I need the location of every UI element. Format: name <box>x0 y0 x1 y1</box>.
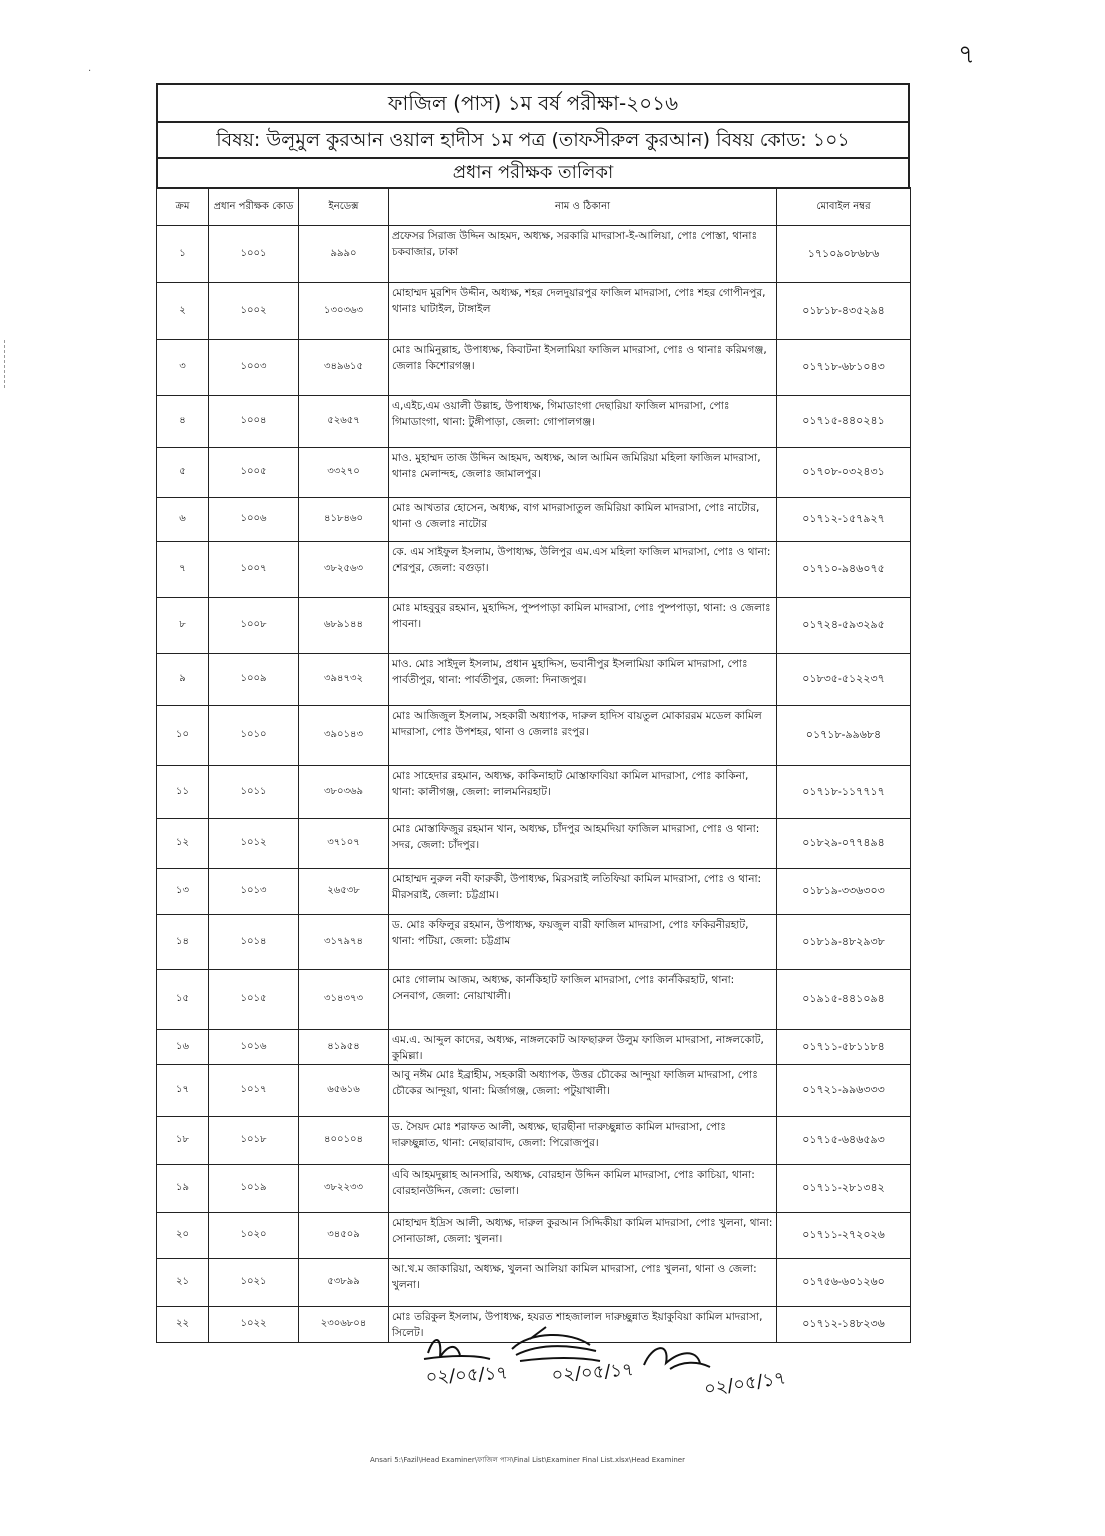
row-index: ৩১৭৯৭৪ <box>299 915 389 970</box>
row-serial: ২ <box>157 283 209 340</box>
row-mobile: ০১৭১১-২৭২০২৬ <box>777 1213 911 1259</box>
row-name-address: মোঃ আখতার হোসেন, অধ্যক্ষ, বাগ মাদরাসাতুল জমিরিয়া কামিল মাদরাসা, পোঃ নাটোর, থানা ও জেলাঃ নাটোর <box>389 498 777 542</box>
row-name-address: মোঃ সাহেদার রহমান, অধ্যক্ষ, কাকিনাহাট মোস্তাফাবিয়া কামিল মাদরাসা, পোঃ কাকিনা, থানা: কালীগঞ্জ, জেলা: লালমনিরহাট। <box>389 766 777 819</box>
table-row <box>157 819 911 869</box>
table-row <box>157 1165 911 1213</box>
row-mobile: ০১৭৫৬-৬০১২৬০ <box>777 1259 911 1307</box>
row-index: ৩৯৪৭৩২ <box>299 654 389 706</box>
row-name-address: মাও. মোঃ সাইদুল ইসলাম, প্রধান মুহাদ্দিস, ভবানীপুর ইসলামিয়া কামিল মাদরাসা, পোঃ পার্বতীপুর, থানা: পার্বতীপুর, জেলা: দিনাজপুর। <box>389 654 777 706</box>
examiner-table <box>156 187 911 1343</box>
col-name-address: নাম ও ঠিকানা <box>389 188 777 226</box>
row-code: ১০০৩ <box>209 340 299 396</box>
speck: · <box>88 66 92 77</box>
row-index: ১৩০৩৬৩ <box>299 283 389 340</box>
row-serial: ১৯ <box>157 1165 209 1213</box>
row-index: ৩৮০৩৬৯ <box>299 766 389 819</box>
row-serial: ১৭ <box>157 1065 209 1117</box>
row-name-address: আ.খ.ম জাকারিয়া, অধ্যক্ষ, খুলনা আলিয়া কামিল মাদরাসা, পোঃ খুলনা, থানা ও জেলা: খুলনা। <box>389 1259 777 1307</box>
row-mobile: ০১৭১৮-৬৮১০৪৩ <box>777 340 911 396</box>
row-serial: ৪ <box>157 396 209 448</box>
row-serial: ১৪ <box>157 915 209 970</box>
row-mobile: ০১৮১৮-৪৩৫২৯৪ <box>777 283 911 340</box>
row-name-address: ড. সৈয়দ মোঃ শরাফত আলী, অধ্যক্ষ, ছারছীনা দারুচ্ছুন্নাত কামিল মাদরাসা, পোঃ দারুচ্ছুন্নাত, থানা: নেছারাবাদ, জেলা: পিরোজপুর। <box>389 1117 777 1165</box>
row-name-address: মোঃ আজিজুল ইসলাম, সহকারী অধ্যাপক, দারুল হাদিস বায়তুল মোকাররম মডেল কামিল মাদরাসা, পোঃ উপশহর, থানা ও জেলাঃ রংপুর। <box>389 706 777 766</box>
row-serial: ৭ <box>157 542 209 598</box>
row-name-address: মোঃ আমিনুল্লাহ, উপাধ্যক্ষ, কিবাটনা ইসলামিয়া ফাজিল মাদরাসা, পোঃ ও থানাঃ করিমগঞ্জ, জেলাঃ কিশোরগঞ্জ। <box>389 340 777 396</box>
row-serial: ৮ <box>157 598 209 654</box>
row-mobile: ০১৮১৯-৪৮২৯৩৮ <box>777 915 911 970</box>
row-name-address: প্রফেসর সিরাজ উদ্দিন আহমদ, অধ্যক্ষ, সরকারি মাদরাসা-ই-আলিয়া, পোঃ পোস্তা, থানাঃ চকবাজার, ঢাকা <box>389 226 777 283</box>
row-mobile: ০১৭১৫-৬৪৬৫৯৩ <box>777 1117 911 1165</box>
row-index: ২৬৫৩৮ <box>299 869 389 915</box>
row-index: ৯৯৯০ <box>299 226 389 283</box>
row-serial: ১০ <box>157 706 209 766</box>
table-row <box>157 706 911 766</box>
row-index: ৩৯০১৪৩ <box>299 706 389 766</box>
sign-date-2: ০২/০৫/১৭ <box>550 1359 635 1386</box>
row-code: ১০০১ <box>209 226 299 283</box>
row-code: ১০০৭ <box>209 542 299 598</box>
table-row <box>157 766 911 819</box>
table-row <box>157 1030 911 1065</box>
row-code: ১০২০ <box>209 1213 299 1259</box>
table-row <box>157 448 911 498</box>
row-index: ৬৫৬১৬ <box>299 1065 389 1117</box>
row-code: ১০১৪ <box>209 915 299 970</box>
row-index: ৫৩৮৯৯ <box>299 1259 389 1307</box>
row-mobile: ০১৭১৮-৯৯৬৮৪ <box>777 706 911 766</box>
row-serial: ১৮ <box>157 1117 209 1165</box>
row-serial: ২২ <box>157 1307 209 1343</box>
row-serial: ৯ <box>157 654 209 706</box>
signature-3 <box>644 1348 710 1369</box>
row-code: ১০১২ <box>209 819 299 869</box>
row-name-address: মোঃ গোলাম আজম, অধ্যক্ষ, কার্নকিহাট ফাজিল মাদরাসা, পোঃ কার্নকিরহাট, থানা: সেনবাগ, জেলা: নোয়াখালী। <box>389 970 777 1030</box>
signatures <box>420 1325 820 1415</box>
row-code: ১০১৫ <box>209 970 299 1030</box>
row-mobile: ০১৮৩৫-৫১২২৩৭ <box>777 654 911 706</box>
signature-1 <box>424 1340 490 1359</box>
row-code: ১০১৯ <box>209 1165 299 1213</box>
table-header-row <box>157 188 911 226</box>
table-row <box>157 598 911 654</box>
row-index: ৩৩২৭০ <box>299 448 389 498</box>
row-name-address: মোহাম্মদ ইদ্রিস আলী, অধ্যক্ষ, দারুল কুরআন সিদ্দিকীয়া কামিল মাদরাসা, পোঃ খুলনা, থানা: সোনাডাঙ্গা, জেলা: খুলনা। <box>389 1213 777 1259</box>
row-code: ১০১৮ <box>209 1117 299 1165</box>
row-code: ১০২১ <box>209 1259 299 1307</box>
row-index: ৩১৪৩৭৩ <box>299 970 389 1030</box>
margin-mark <box>4 340 6 388</box>
row-serial: ৩ <box>157 340 209 396</box>
table-row <box>157 226 911 283</box>
row-index: ৫২৬৫৭ <box>299 396 389 448</box>
table-row <box>157 283 911 340</box>
row-index: ২৩০৬৮০৪ <box>299 1307 389 1343</box>
row-code: ১০০৬ <box>209 498 299 542</box>
row-serial: ১৬ <box>157 1030 209 1065</box>
row-name-address: কে. এম সাইফুল ইসলাম, উপাধ্যক্ষ, উলিপুর এম.এস মহিলা ফাজিল মাদরাসা, পোঃ ও থানা: শেরপুর, জেলা: বগুড়া। <box>389 542 777 598</box>
subject-line: বিষয়: উলূমুল কুরআন ওয়াল হাদীস ১ম পত্র (তাফসীরুল কুরআন) বিষয় কোড: ১০১ <box>156 121 910 157</box>
row-name-address: এম.এ. আব্দুল কাদের, অধ্যক্ষ, নাঙ্গলকোট আফছারুল উলুম ফাজিল মাদরাসা, নাঙ্গলকোট, কুমিল্লা। <box>389 1030 777 1065</box>
table-row <box>157 1065 911 1117</box>
row-index: ৩৪৯৬১৫ <box>299 340 389 396</box>
row-name-address: আবু নঈম মোঃ ইব্রাহীম, সহকারী অধ্যাপক, উত্তর চৌকের আন্দুয়া ফাজিল মাদরাসা, পোঃ চৌকের আন্দুয়া, থানা: মির্জাগঞ্জ, জেলা: পটুয়াখালী। <box>389 1065 777 1117</box>
row-mobile: ০১৭১২-১৪৮২৩৬ <box>777 1307 911 1343</box>
row-index: ৪১৮৪৬০ <box>299 498 389 542</box>
row-name-address: মোঃ মাহবুবুর রহমান, মুহাদ্দিস, পুষ্পপাড়া কামিল মাদরাসা, পোঃ পুষ্পপাড়া, থানা: ও জেলাঃ পাবনা। <box>389 598 777 654</box>
col-serial: ক্রম <box>157 188 209 226</box>
row-code: ১০০৮ <box>209 598 299 654</box>
row-serial: ১২ <box>157 819 209 869</box>
row-name-address: এবি আহমদুল্লাহ আনসারি, অধ্যক্ষ, বোরহান উদ্দিন কামিল মাদরাসা, পোঃ কাচিয়া, থানা: বোরহানউদ্দিন, জেলা: ভোলা। <box>389 1165 777 1213</box>
table-row <box>157 970 911 1030</box>
col-mobile: মোবাইল নম্বর <box>777 188 911 226</box>
row-code: ১০০২ <box>209 283 299 340</box>
row-mobile: ০১৭০৮-০৩২৪৩১ <box>777 448 911 498</box>
table-row <box>157 1259 911 1307</box>
table-row <box>157 915 911 970</box>
table-row <box>157 654 911 706</box>
table-row <box>157 1117 911 1165</box>
col-code: প্রধান পরীক্ষক কোড <box>209 188 299 226</box>
col-index: ইনডেক্স <box>299 188 389 226</box>
table-row <box>157 498 911 542</box>
head-examiner-sheet <box>156 83 910 1343</box>
row-serial: ২০ <box>157 1213 209 1259</box>
row-serial: ১৩ <box>157 869 209 915</box>
row-serial: ৬ <box>157 498 209 542</box>
row-code: ১০১৩ <box>209 869 299 915</box>
row-serial: ১৫ <box>157 970 209 1030</box>
row-mobile: ০১৮১৯-৩৩৬৩০৩ <box>777 869 911 915</box>
row-mobile: ১৭১০৯০৮৬৮৬ <box>777 226 911 283</box>
row-code: ১০১০ <box>209 706 299 766</box>
row-name-address: মোঃ মোস্তাফিজুর রহমান খান, অধ্যক্ষ, চাঁদপুর আহমদিয়া ফাজিল মাদরাসা, পোঃ ও থানা: সদর, জেলা: চাঁদপুর। <box>389 819 777 869</box>
row-mobile: ০১৯১৫-৪৪১০৯৪ <box>777 970 911 1030</box>
row-mobile: ০১৭২৪-৫৯৩২৯৫ <box>777 598 911 654</box>
row-code: ১০১৬ <box>209 1030 299 1065</box>
row-code: ১০২২ <box>209 1307 299 1343</box>
signature-2 <box>512 1327 600 1361</box>
row-index: ৪১৯৫৪ <box>299 1030 389 1065</box>
row-mobile: ০১৭১১-২৮১৩৪২ <box>777 1165 911 1213</box>
row-serial: ১ <box>157 226 209 283</box>
table-row <box>157 869 911 915</box>
row-index: ৪০০১০৪ <box>299 1117 389 1165</box>
row-name-address: এ,এইচ,এম ওয়ালী উল্লাহ, উপাধ্যক্ষ, গিমাডাংগা দেছারিয়া ফাজিল মাদরাসা, পোঃ গিমাডাংগা, থানা: টুঙ্গীপাড়া, জেলা: গোপালগঞ্জ। <box>389 396 777 448</box>
page-number: ৭ <box>958 40 975 70</box>
table-row <box>157 1213 911 1259</box>
row-serial: ৫ <box>157 448 209 498</box>
row-serial: ১১ <box>157 766 209 819</box>
row-code: ১০১১ <box>209 766 299 819</box>
sign-date-3: ০২/০৫/১৭ <box>702 1367 788 1400</box>
row-name-address: মোহাম্মদ মুরশিদ উদ্দীন, অধ্যক্ষ, শহর দেলদুয়ারপুর ফাজিল মাদরাসা, পোঃ শহর গোপীনপুর, থানাঃ ঘাটাইল, টাঙ্গাইল <box>389 283 777 340</box>
sign-date-1: ০২/০৫/১৭ <box>425 1362 509 1388</box>
row-mobile: ০১৭২১-৯৯৬৩৩৩ <box>777 1065 911 1117</box>
row-index: ৩৭১০৭ <box>299 819 389 869</box>
row-index: ৩৪৫০৯ <box>299 1213 389 1259</box>
row-mobile: ০১৭১২-১৫৭৯২৭ <box>777 498 911 542</box>
row-name-address: মাও. মুহাম্মদ তাজ উদ্দিন আহমদ, অধ্যক্ষ, আল আমিন জমিরিয়া মহিলা ফাজিল মাদরাসা, থানাঃ মেলান্দহ, জেলাঃ জামালপুর। <box>389 448 777 498</box>
row-index: ৩৮২৫৬৩ <box>299 542 389 598</box>
list-title: প্রধান পরীক্ষক তালিকা <box>156 157 910 187</box>
row-name-address: মোঃ তরিকুল ইসলাম, উপাধ্যক্ষ, হযরত শাহজালাল দারুচ্ছুন্নাত ইয়াকুবিয়া কামিল মাদরাসা, সিলেট। <box>389 1307 777 1343</box>
table-row <box>157 396 911 448</box>
row-name-address: ড. মোঃ কফিলুর রহমান, উপাধ্যক্ষ, ফয়জুল বারী ফাজিল মাদরাসা, পোঃ ফকিরনীরহাট, থানা: পটিয়া, জেলা: চট্টগ্রাম <box>389 915 777 970</box>
row-serial: ২১ <box>157 1259 209 1307</box>
row-mobile: ০১৭১৫-৪৪০২৪১ <box>777 396 911 448</box>
row-index: ৬৮৯১৪৪ <box>299 598 389 654</box>
table-row <box>157 340 911 396</box>
row-mobile: ০১৭১৮-১১৭৭১৭ <box>777 766 911 819</box>
row-mobile: ০১৮২৯-০৭৭৪৯৪ <box>777 819 911 869</box>
exam-title: ফাজিল (পাস) ১ম বর্ষ পরীক্ষা-২০১৬ <box>156 83 910 121</box>
row-code: ১০১৭ <box>209 1065 299 1117</box>
row-index: ৩৮২২৩৩ <box>299 1165 389 1213</box>
row-code: ১০০৯ <box>209 654 299 706</box>
table-row <box>157 542 911 598</box>
row-mobile: ০১৭১১-৫৮১১৮৪ <box>777 1030 911 1065</box>
row-name-address: মোহাম্মদ নুরুল নবী ফারুকী, উপাধ্যক্ষ, মিরসরাই লতিফিয়া কামিল মাদরাসা, পোঃ ও থানা: মীরসরাই, জেলা: চট্টগ্রাম। <box>389 869 777 915</box>
row-mobile: ০১৭১০-৯৪৬০৭৫ <box>777 542 911 598</box>
row-code: ১০০৫ <box>209 448 299 498</box>
row-code: ১০০৪ <box>209 396 299 448</box>
file-path-footer: Ansari 5:\Fazil\Head Examiner\ফাজিল পাস\Final List\Examiner Final List.xlsx\Head Examiner <box>370 1456 685 1464</box>
